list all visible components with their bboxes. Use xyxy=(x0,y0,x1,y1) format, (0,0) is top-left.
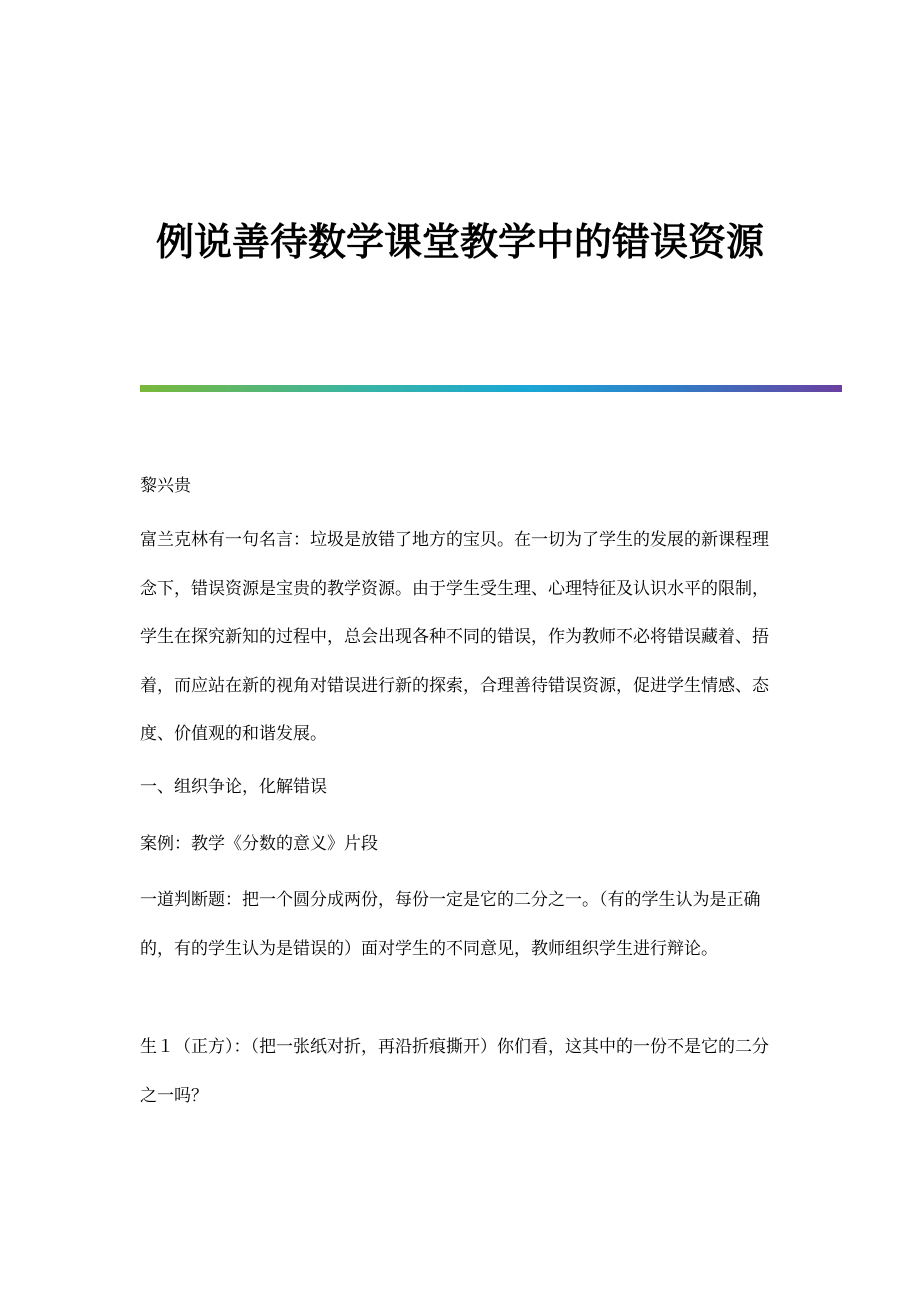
judgment-paragraph: 一道判断题：把一个圆分成两份，每份一定是它的二分之一。（有的学生认为是正确的，有的学生认为是错误的）面对学生的不同意见，教师组织学生进行辩论。 xyxy=(140,890,761,959)
title-divider xyxy=(140,385,842,392)
student-statement-paragraph: 生１（正方）：（把一张纸对折，再沿折痕撕开）你们看，这其中的一份不是它的二分之一吗？ xyxy=(140,1037,769,1106)
section-heading: 一、组织争论，化解错误 xyxy=(140,777,327,797)
document-title: 例说善待数学课堂教学中的错误资源 xyxy=(155,219,764,264)
intro-paragraph: 富兰克林有一句名言：垃圾是放错了地方的宝贝。在一切为了学生的发展的新课程理念下，错误资源是宝贵的教学资源。由于学生受生理、心理特征及认识水平的限制，学生在探究新知的过程中，总会出现各种不同的错误，作为教师不必将错误藏着、捂着，而应站在新的视角对错误进行新的探索，合理善待错误资源，促进学生情感、态度、价值观的和谐发展。 xyxy=(140,530,769,744)
author-name: 黎兴贵 xyxy=(140,476,191,496)
case-heading: 案例：教学《分数的意义》片段 xyxy=(140,834,378,854)
